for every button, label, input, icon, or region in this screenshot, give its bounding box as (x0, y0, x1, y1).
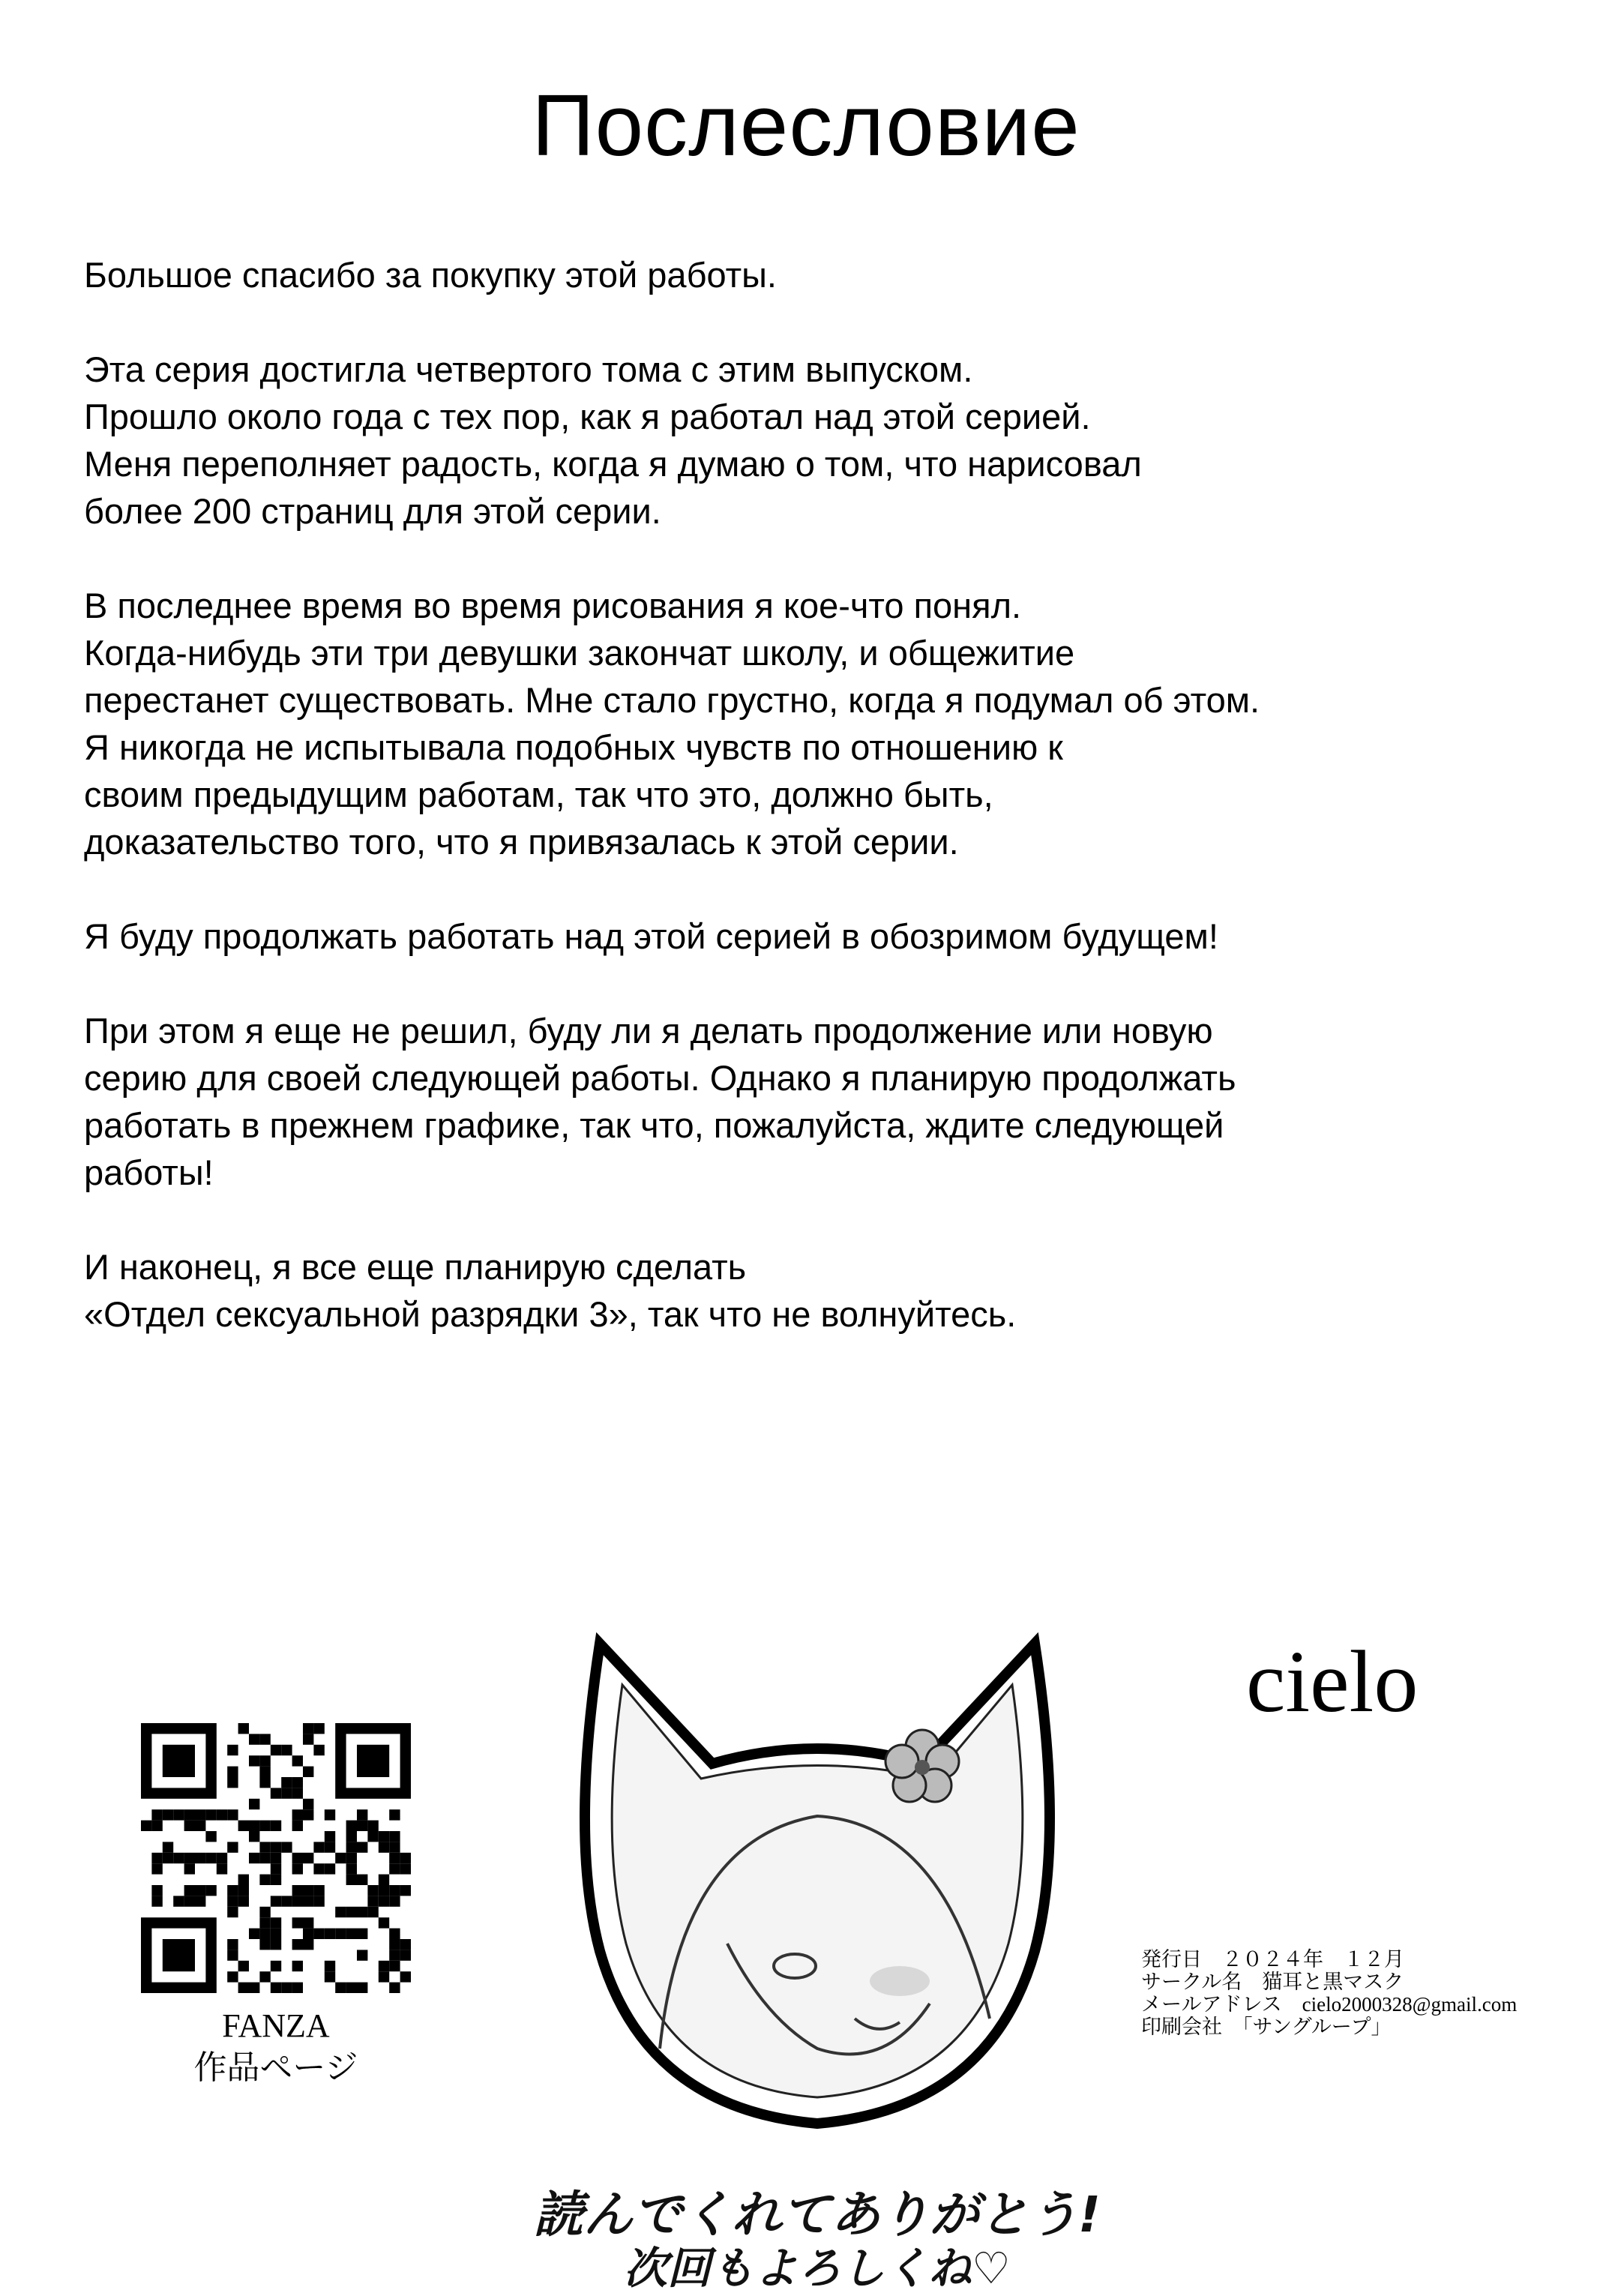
text-line: работать в прежнем графике, так что, пожалуйста, ждите следующей (84, 1105, 1224, 1145)
qr-code-image (141, 1723, 411, 1993)
text-line: доказательство того, что я привязалась к этой серии. (84, 822, 959, 862)
afterword-body (84, 251, 1576, 1385)
paragraph (84, 913, 1576, 960)
page-title: Послесловие (532, 76, 1080, 174)
text-line: работы! (84, 1152, 214, 1192)
colophon-row: サークル名 猫耳と黒マスク (1141, 1971, 1404, 1993)
text-line: серию для своей следующей работы. Однако я планирую продолжать (84, 1058, 1236, 1098)
text-line: Большое спасибо за покупку этой работы. (84, 255, 777, 295)
colophon (1141, 1948, 1517, 2038)
author-signature: cielo (1246, 1632, 1419, 1731)
text-line: Прошло около года с тех пор, как я работал над этой серией. (84, 397, 1091, 436)
see-you-handwriting: 次回もよろしくね♡ (624, 2243, 1011, 2294)
qr-caption-fanza: FANZA (222, 2007, 330, 2044)
paragraph (84, 251, 1576, 298)
colophon-row: 印刷会社 「サングループ」 (1141, 2016, 1392, 2038)
cat-ear-emblem (570, 1629, 1065, 2176)
text-line: перестанет существовать. Мне стало грустно, когда я подумал об этом. (84, 680, 1260, 720)
text-line: В последнее время во время рисования я кое-что понял. (84, 586, 1022, 625)
text-line: более 200 страниц для этой серии. (84, 491, 661, 531)
qr-code[interactable] (141, 1723, 411, 1993)
text-line: Я никогда не испытывала подобных чувств по отношению к (84, 727, 1063, 767)
paragraph (84, 1007, 1576, 1196)
paragraph (84, 582, 1576, 865)
text-line: своим предыдущим работам, так что это, должно быть, (84, 775, 993, 814)
paragraph (84, 1243, 1576, 1338)
paragraph (84, 346, 1576, 535)
text-line: Когда-нибудь эти три девушки закончат школу, и общежитие (84, 633, 1075, 673)
colophon-row: 発行日 ２０２４年 １２月 (1141, 1948, 1404, 1971)
text-line: Эта серия достигла четвертого тома с этим выпуском. (84, 349, 973, 389)
thanks-handwriting: 読んでくれてありがとう! (533, 2186, 1101, 2244)
colophon-row: メールアドレス cielo2000328@gmail.com (1141, 1993, 1518, 2016)
text-line: Я буду продолжать работать над этой серией в обозримом будущем! (84, 916, 1218, 956)
text-line: «Отдел сексуальной разрядки 3», так что не волнуйтесь. (84, 1294, 1017, 1334)
qr-caption-page: 作品ページ (193, 2049, 358, 2086)
text-line: При этом я еще не решил, буду ли я делать продолжение или новую (84, 1011, 1213, 1051)
text-line: Меня переполняет радость, когда я думаю о том, что нарисовал (84, 444, 1142, 484)
text-line: И наконец, я все еще планирую сделать (84, 1247, 747, 1287)
